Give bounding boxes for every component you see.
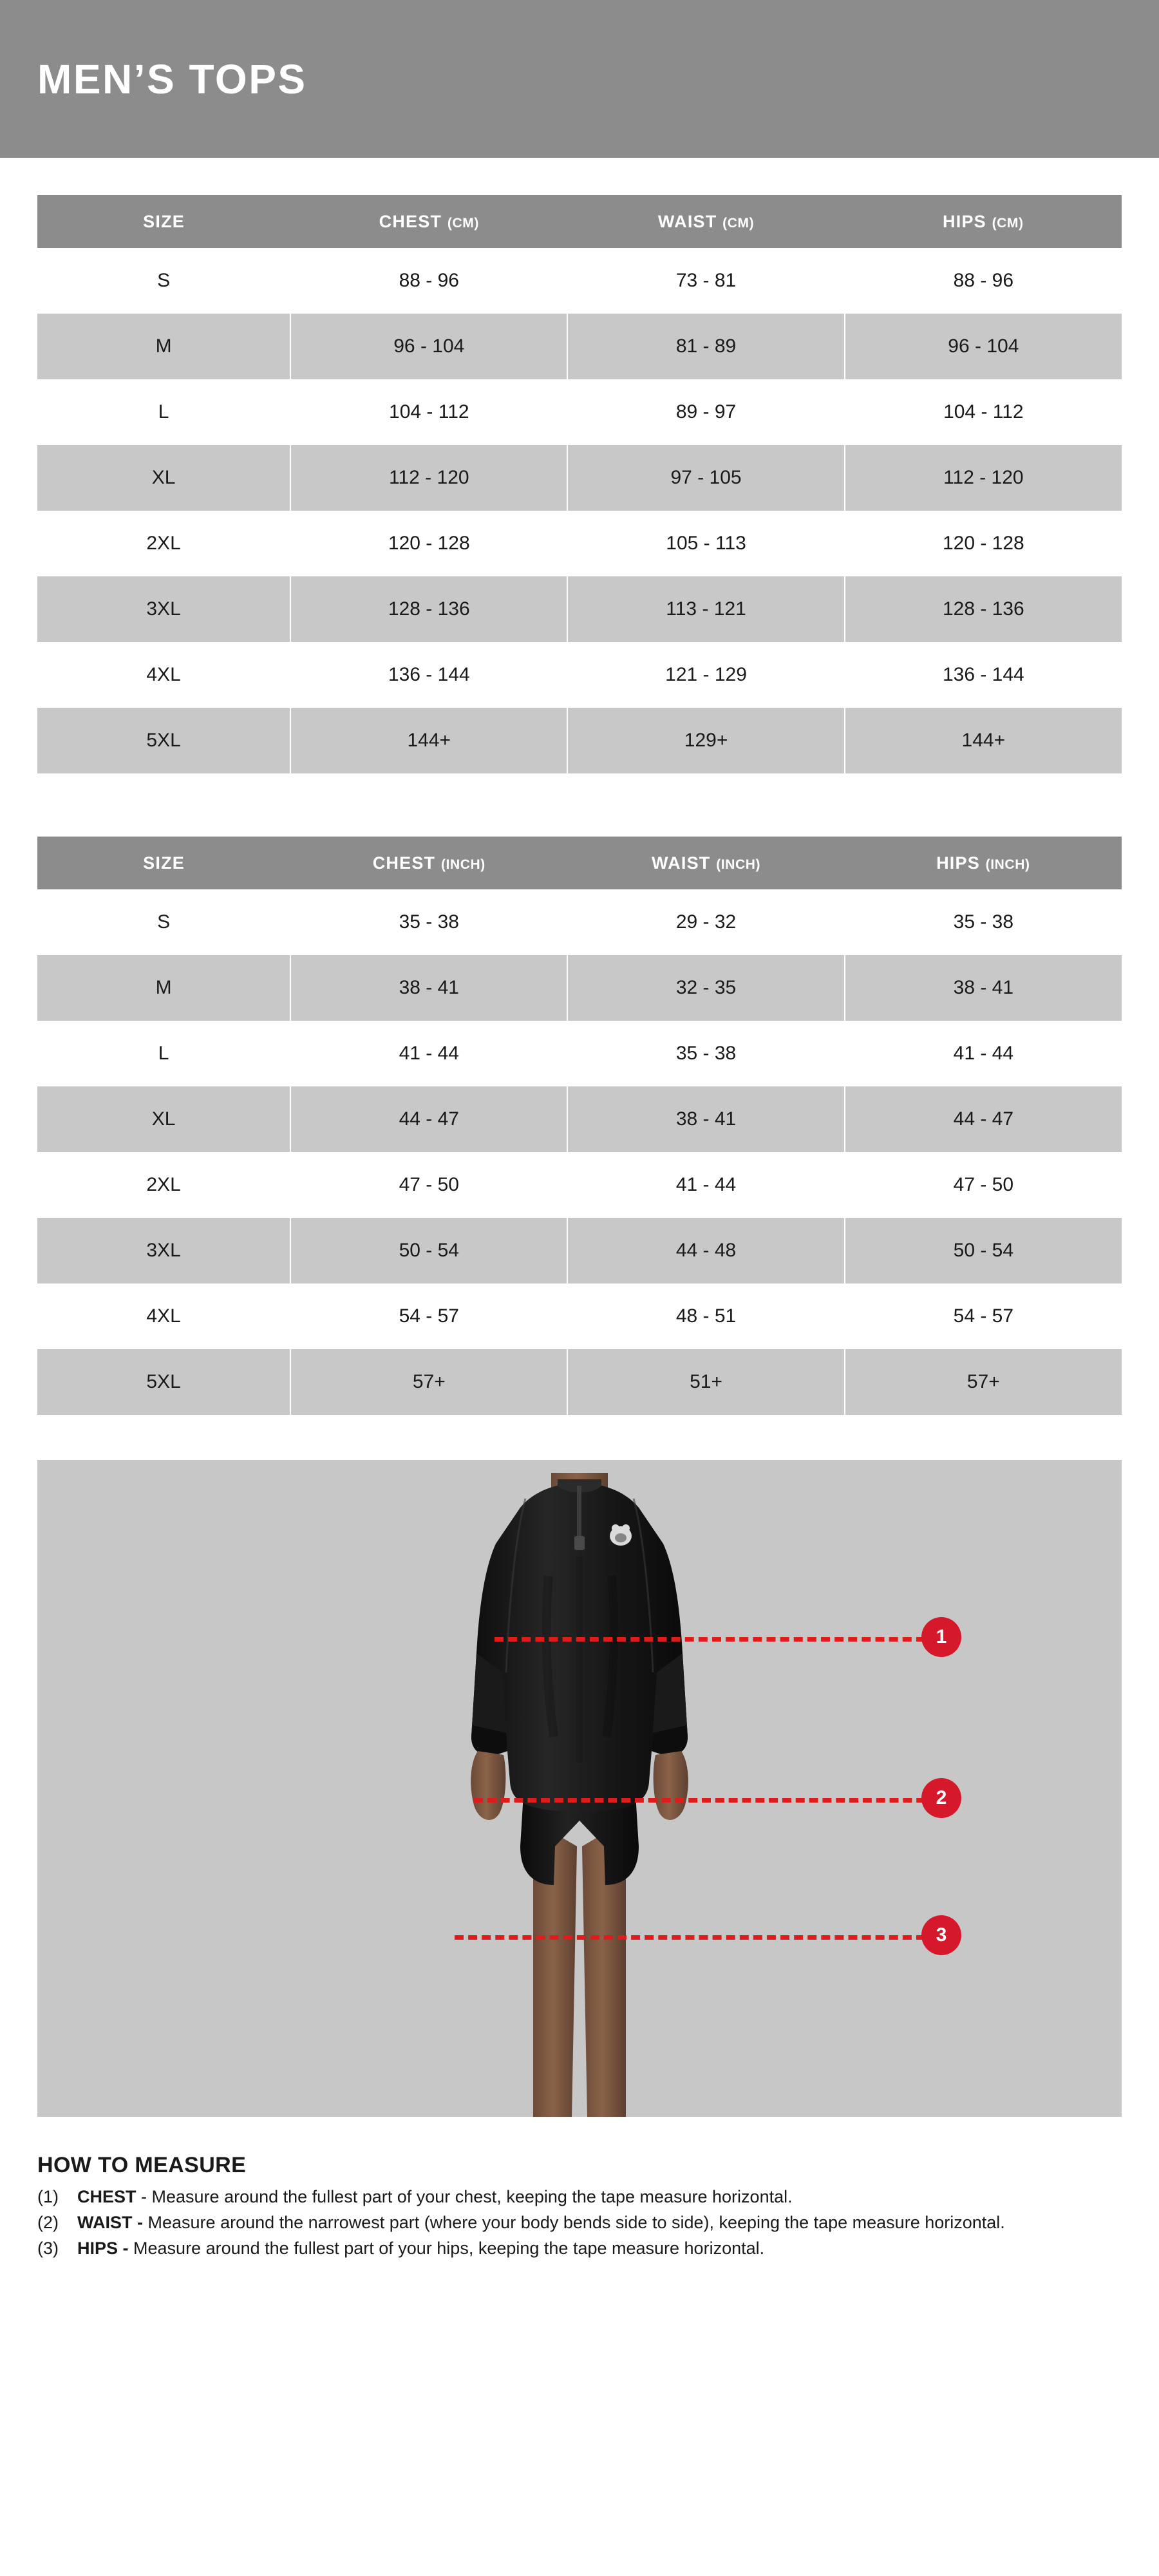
cell-chest: 128 - 136 [290,576,567,642]
page-title: MEN’S TOPS [37,55,307,102]
cell-size: XL [37,1086,290,1152]
table-row [37,1086,1122,1152]
cell-hips: 41 - 44 [845,1021,1122,1086]
item-term: CHEST [77,2187,137,2206]
hips-measure-line [455,1935,939,1940]
cell-waist: 97 - 105 [567,445,844,511]
cell-waist: 51+ [567,1349,844,1415]
item-number: (2) [37,2212,59,2232]
column-header-chest: CHEST (CM) [290,195,567,248]
chest-measure-line [495,1637,939,1642]
column-unit: (INCH) [440,857,485,872]
item-term: HIPS - [77,2238,129,2258]
item-text [77,2186,1122,2209]
column-header-size: SIZE [37,837,290,889]
cell-size: 4XL [37,642,290,708]
item-description: Measure around the fullest part of your hips, keeping the tape measure horizontal. [133,2238,765,2258]
table-header-row [37,195,1122,248]
measurement-figure [37,1460,1122,2117]
how-to-measure-item [37,2211,1122,2235]
model-illustration [399,1460,760,2117]
item-dash [143,2213,148,2232]
how-to-measure-item [37,2186,1122,2209]
item-description: Measure around the fullest part of your chest, keeping the tape measure horizontal. [151,2187,793,2206]
table-spacer [37,773,1122,799]
cell-size: S [37,248,290,314]
waist-measure-line [474,1798,939,1803]
table-row [37,642,1122,708]
cell-hips: 120 - 128 [845,511,1122,576]
cell-hips: 96 - 104 [845,314,1122,379]
cell-waist: 73 - 81 [567,248,844,314]
table-row [37,248,1122,314]
cell-size: 5XL [37,1349,290,1415]
cell-chest: 35 - 38 [290,889,567,955]
cell-chest: 144+ [290,708,567,773]
cell-waist: 38 - 41 [567,1086,844,1152]
size-table-inch [37,837,1122,1415]
cell-hips: 88 - 96 [845,248,1122,314]
cell-chest: 136 - 144 [290,642,567,708]
table-row [37,1283,1122,1349]
how-to-measure-section [0,2117,1159,2302]
cell-size: 3XL [37,1218,290,1283]
cell-size: L [37,1021,290,1086]
table-row [37,314,1122,379]
item-text [77,2237,1122,2260]
cell-chest: 54 - 57 [290,1283,567,1349]
cell-chest: 47 - 50 [290,1152,567,1218]
column-unit: (INCH) [716,857,761,872]
table-row [37,1152,1122,1218]
cell-waist: 113 - 121 [567,576,844,642]
how-to-measure-item [37,2237,1122,2260]
cell-hips: 35 - 38 [845,889,1122,955]
cell-chest: 112 - 120 [290,445,567,511]
table-row [37,889,1122,955]
cell-size: M [37,955,290,1021]
column-header-hips: HIPS (INCH) [845,837,1122,889]
cell-chest: 88 - 96 [290,248,567,314]
table-row [37,1218,1122,1283]
cell-hips: 57+ [845,1349,1122,1415]
cell-waist: 121 - 129 [567,642,844,708]
table-row [37,445,1122,511]
table-row [37,955,1122,1021]
cell-size: XL [37,445,290,511]
waist-marker-badge: 2 [921,1778,961,1818]
cell-hips: 50 - 54 [845,1218,1122,1283]
column-header-waist: WAIST (CM) [567,195,844,248]
table-row [37,576,1122,642]
column-header-waist: WAIST (INCH) [567,837,844,889]
cell-size: S [37,889,290,955]
cell-hips: 144+ [845,708,1122,773]
size-table-cm [37,195,1122,773]
item-text [77,2211,1122,2235]
table-row [37,511,1122,576]
cell-hips: 44 - 47 [845,1086,1122,1152]
cell-waist: 129+ [567,708,844,773]
item-number: (3) [37,2238,59,2258]
column-unit: (CM) [722,215,755,231]
cell-chest: 120 - 128 [290,511,567,576]
column-unit: (CM) [992,215,1024,231]
cell-size: 4XL [37,1283,290,1349]
item-dash [129,2239,134,2258]
cell-waist: 29 - 32 [567,889,844,955]
cell-waist: 41 - 44 [567,1152,844,1218]
page-header [0,0,1159,158]
cell-hips: 136 - 144 [845,642,1122,708]
column-header-chest: CHEST (INCH) [290,837,567,889]
cell-waist: 89 - 97 [567,379,844,445]
cell-size: 3XL [37,576,290,642]
cell-hips: 112 - 120 [845,445,1122,511]
cell-hips: 104 - 112 [845,379,1122,445]
cell-chest: 96 - 104 [290,314,567,379]
cell-chest: 50 - 54 [290,1218,567,1283]
table-row [37,1021,1122,1086]
item-dash: - [136,2187,152,2206]
cell-size: 2XL [37,511,290,576]
column-unit: (CM) [447,215,479,231]
table-header-row [37,837,1122,889]
hips-marker-badge: 3 [921,1915,961,1955]
cell-chest: 57+ [290,1349,567,1415]
cell-waist: 81 - 89 [567,314,844,379]
table-row [37,1349,1122,1415]
cell-chest: 41 - 44 [290,1021,567,1086]
column-unit: (INCH) [985,857,1030,872]
cell-waist: 35 - 38 [567,1021,844,1086]
cell-chest: 104 - 112 [290,379,567,445]
table-row [37,379,1122,445]
how-to-measure-title: HOW TO MEASURE [37,2153,247,2177]
cell-waist: 105 - 113 [567,511,844,576]
cell-size: M [37,314,290,379]
cell-waist: 44 - 48 [567,1218,844,1283]
cell-waist: 48 - 51 [567,1283,844,1349]
cell-size: 5XL [37,708,290,773]
cell-hips: 128 - 136 [845,576,1122,642]
table-row [37,708,1122,773]
cell-size: 2XL [37,1152,290,1218]
cell-size: L [37,379,290,445]
cell-hips: 54 - 57 [845,1283,1122,1349]
column-header-size: SIZE [37,195,290,248]
cell-chest: 38 - 41 [290,955,567,1021]
column-header-hips: HIPS (CM) [845,195,1122,248]
item-term: WAIST - [77,2212,143,2232]
cell-hips: 38 - 41 [845,955,1122,1021]
item-number: (1) [37,2187,59,2206]
cell-chest: 44 - 47 [290,1086,567,1152]
cell-hips: 47 - 50 [845,1152,1122,1218]
size-tables [0,195,1159,1415]
chest-marker-badge: 1 [921,1617,961,1657]
item-description: Measure around the narrowest part (where your body bends side to side), keeping the tape measure horizontal. [147,2212,1005,2232]
cell-waist: 32 - 35 [567,955,844,1021]
